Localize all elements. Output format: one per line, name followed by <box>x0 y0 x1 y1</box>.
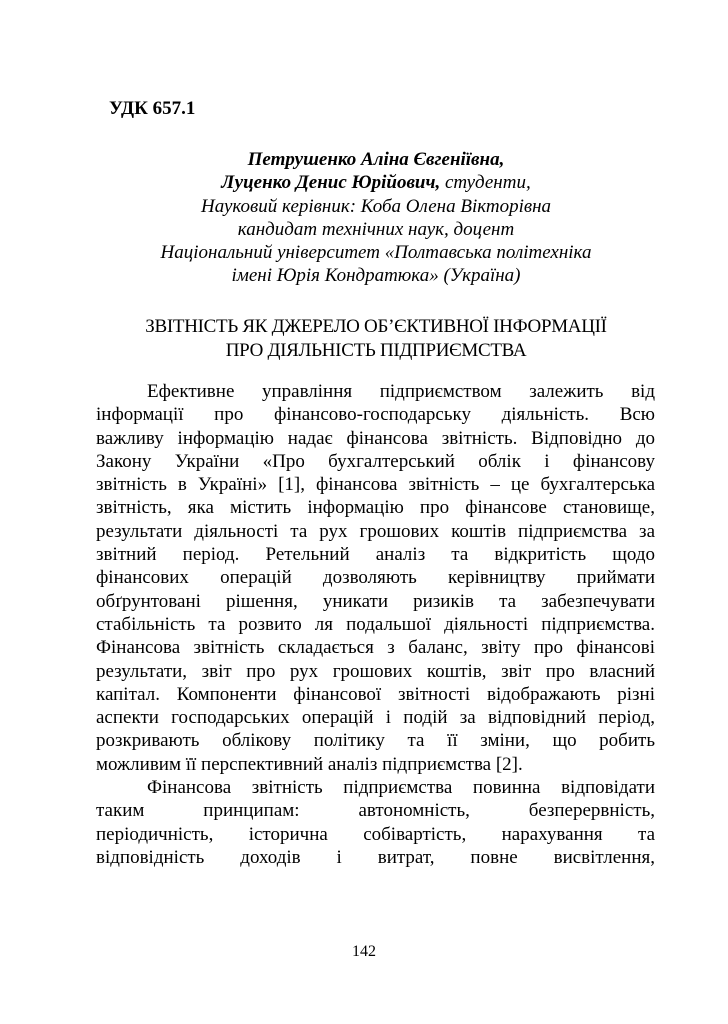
author-role: студенти, <box>440 172 531 194</box>
body-text <box>96 380 655 869</box>
body-line: результати діяльності та рух грошових коштів підприємства за <box>96 520 655 542</box>
supervisor: Науковий керівник: Коба Олена Вікторівна <box>200 195 552 217</box>
body-line: фінансових операцій дозволяють керівництву приймати <box>96 567 655 589</box>
university-line-2: імені Юрія Кондратюка» (Україна) <box>231 265 521 287</box>
body-line: Фінансова звітність складається з баланс, звіту про фінансові <box>96 637 655 659</box>
body-line: звітність в Україні» [1], фінансова звітність – це бухгалтерська <box>96 474 655 496</box>
body-line: результати, звіт про рух грошових коштів, звіт про власний <box>96 660 655 682</box>
author-line-2 <box>96 171 656 194</box>
body-line: важливу інформацію надає фінансова звітність. Відповідно до <box>96 427 655 449</box>
body-line: звітний період. Ретельний аналіз та відкритість щодо <box>96 544 655 566</box>
supervisor-degree: кандидат технічних наук, доцент <box>237 218 515 240</box>
body-line: обґрунтовані рішення, уникати ризиків та забезпечувати <box>96 590 655 612</box>
author-line-1 <box>96 148 656 171</box>
body-line: звітність, яка містить інформацію про фінансове становище, <box>96 497 655 519</box>
body-line: періодичність, історична собівартість, нарахування та <box>96 823 655 845</box>
author-block <box>96 148 656 288</box>
author-2-name: Луценко Денис Юрійович, <box>221 172 441 194</box>
body-line: Ефективне управління підприємством залежить від <box>147 381 655 402</box>
title-line-1: ЗВІТНІСТЬ ЯК ДЖЕРЕЛО ОБ’ЄКТИВНОЇ ІНФОРМАЦІЇ <box>145 316 607 337</box>
body-line: інформації про фінансово-господарську діяльність. Всю <box>96 404 655 426</box>
body-line: Закону України «Про бухгалтерський облік і фінансову <box>96 450 655 472</box>
body-line: відповідність доходів і витрат, повне висвітлення, <box>96 846 655 868</box>
body-line: розкривають облікову політику та її зміни, що робить <box>96 730 655 752</box>
body-line: аспекти господарських операцій і подій за відповідний період, <box>96 707 655 729</box>
body-line: таким принципам: автономність, безперервність, <box>96 800 655 822</box>
page-number: 142 <box>352 943 376 960</box>
university-line-1: Національний університет «Полтавська політехніка <box>160 242 592 264</box>
body-line: капітал. Компоненти фінансової звітності відображають різні <box>96 683 655 705</box>
paper-title <box>96 315 656 363</box>
body-line: можливим її перспективний аналіз підприємства [2]. <box>96 753 523 775</box>
title-line-2: ПРО ДІЯЛЬНІСТЬ ПІДПРИЄМСТВА <box>225 340 527 361</box>
body-line: стабільність та розвито ля подальшої діяльності підприємства. <box>96 613 655 635</box>
udc-code: УДК 657.1 <box>109 98 196 119</box>
author-1-name: Петрушенко Аліна Євгеніївна, <box>247 149 505 170</box>
body-line: Фінансова звітність підприємства повинна відповідати <box>147 777 655 799</box>
